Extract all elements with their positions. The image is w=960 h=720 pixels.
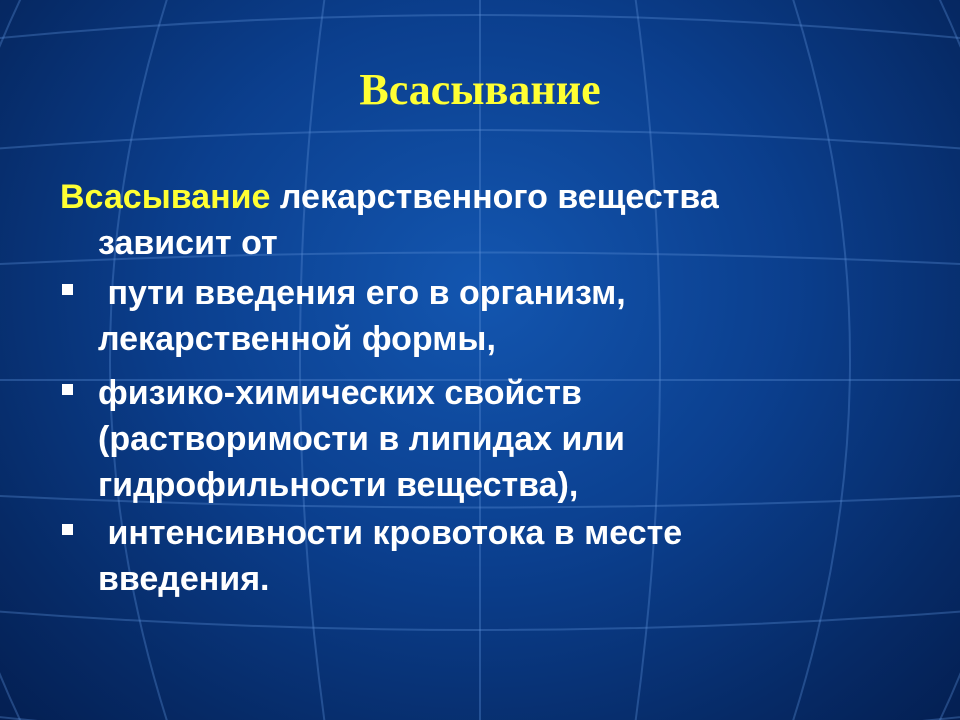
bullet-line: введения. <box>98 560 270 598</box>
bullet-line: гидрофильности вещества), <box>98 466 579 504</box>
square-bullet-icon <box>62 524 73 535</box>
bullet-line: пути введения его в организм, <box>98 274 626 312</box>
bullet-item <box>60 270 920 362</box>
lead-paragraph <box>60 174 920 266</box>
bullet-item <box>60 370 920 508</box>
bullet-line: интенсивности кровотока в месте <box>98 514 683 552</box>
lead-highlight: Всасывание <box>60 178 271 216</box>
bullet-item <box>60 510 920 602</box>
lead-text: лекарственного вещества <box>270 178 719 216</box>
slide-title: Всасывание <box>359 65 601 114</box>
bullet-line: (растворимости в липидах или <box>98 420 625 458</box>
square-bullet-icon <box>62 284 73 295</box>
square-bullet-icon <box>62 384 73 395</box>
bullet-line: физико-химических свойств <box>98 374 582 412</box>
lead-text-line2: зависит от <box>98 224 278 262</box>
bullet-line: лекарственной формы, <box>98 320 496 358</box>
